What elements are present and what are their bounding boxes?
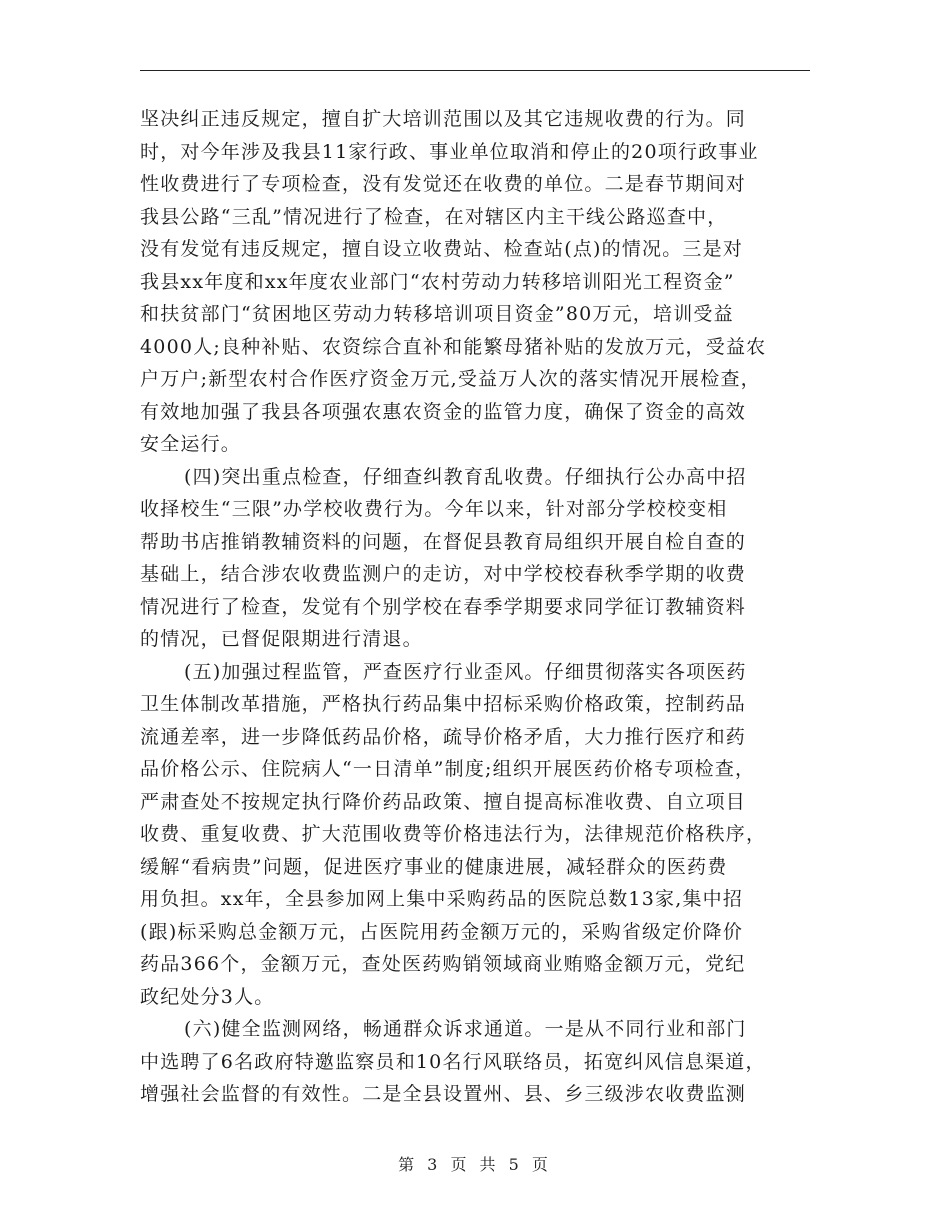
document-body — [140, 103, 810, 1111]
text-line: 的情况，已督促限期进行清退。 — [140, 628, 423, 650]
page-number: 第 3 页 共 5 页 — [398, 1155, 552, 1174]
text-line: (跟)标采购总金额万元，占医院用药金额万元的，采购省级定价降价 — [140, 920, 744, 943]
text-line: 我县xx年度和xx年度农业部门“农村劳动力转移培训阳光工程资金” — [140, 270, 735, 293]
text-line: 安全运行。 — [140, 433, 242, 455]
text-line: 户万户;新型农村合作医疗资金万元,受益万人次的落实情况开展检查， — [140, 368, 761, 390]
text-line: 药品366个，金额万元，查处医药购销领域商业贿赂金额万元，党纪 — [140, 953, 746, 975]
text-line: 4000人;良种补贴、农资综合直补和能繁母猪补贴的发放万元，受益农 — [140, 335, 767, 358]
text-line: 基础上，结合涉农收费监测户的走访，对中学校校春秋季学期的收费 — [140, 563, 747, 585]
text-line: 增强社会监督的有效性。二是全县设置州、县、乡三级涉农收费监测 — [140, 1083, 747, 1105]
text-line: 收择校生“三限”办学校收费行为。今年以来，针对部分学校校变相 — [140, 498, 728, 520]
text-line: 卫生体制改革措施，严格执行药品集中招标采购价格政策，控制药品 — [140, 693, 747, 715]
text-line: 缓解“看病贵”问题，促进医疗事业的健康进展，减轻群众的医药费 — [140, 855, 728, 878]
header-rule — [140, 70, 810, 71]
text-line: 中选聘了6名政府特邀监察员和10名行风联络员，拓宽纠风信息渠道， — [140, 1050, 766, 1073]
text-line: 情况进行了检查，发觉有个别学校在春季学期要求同学征订教辅资料 — [140, 595, 747, 618]
text-line: 帮助书店推销教辅资料的问题，在督促县教育局组织开展自检自查的 — [140, 530, 747, 553]
text-line: 时，对今年涉及我县11家行政、事业单位取消和停止的20项行政事业 — [140, 140, 759, 163]
text-line: 品价格公示、住院病人“一日清单”制度;组织开展医药价格专项检查， — [140, 758, 756, 780]
text-line: 有效地加强了我县各项强农惠农资金的监管力度，确保了资金的高效 — [140, 400, 747, 423]
paragraph-first-line: (四)突出重点检查，仔细查纠教育乱收费。仔细执行公办高中招 — [184, 465, 747, 488]
text-line: 性收费进行了专项检查，没有发觉还在收费的单位。二是春节期间对 — [140, 173, 747, 195]
text-line: 坚决纠正违反规定，擅自扩大培训范围以及其它违规收费的行为。同 — [140, 108, 747, 130]
paragraph-first-line: (六)健全监测网络，畅通群众诉求通道。一是从不同行业和部门 — [184, 1018, 747, 1040]
text-line: 和扶贫部门“贫困地区劳动力转移培训项目资金”80万元，培训受益 — [140, 303, 734, 325]
text-line: 流通差率，进一步降低药品价格，疏导价格矛盾，大力推行医疗和药 — [140, 725, 747, 748]
text-line: 收费、重复收费、扩大范围收费等价格违法行为，法律规范价格秩序， — [140, 823, 767, 845]
text-line: 政纪处分3人。 — [140, 985, 275, 1008]
text-line: 我县公路“三乱”情况进行了检查，在对辖区内主干线公路巡查中， — [140, 205, 728, 228]
text-line: 严肃查处不按规定执行降价药品政策、擅自提高标准收费、自立项目 — [140, 790, 747, 813]
text-line: 没有发觉有违反规定，擅自设立收费站、检查站(点)的情况。三是对 — [140, 238, 744, 260]
paragraph-first-line: (五)加强过程监管，严查医疗行业歪风。仔细贯彻落实各项医药 — [184, 660, 747, 683]
text-line: 用负担。xx年，全县参加网上集中采购药品的医院总数13家,集中招 — [140, 888, 744, 910]
